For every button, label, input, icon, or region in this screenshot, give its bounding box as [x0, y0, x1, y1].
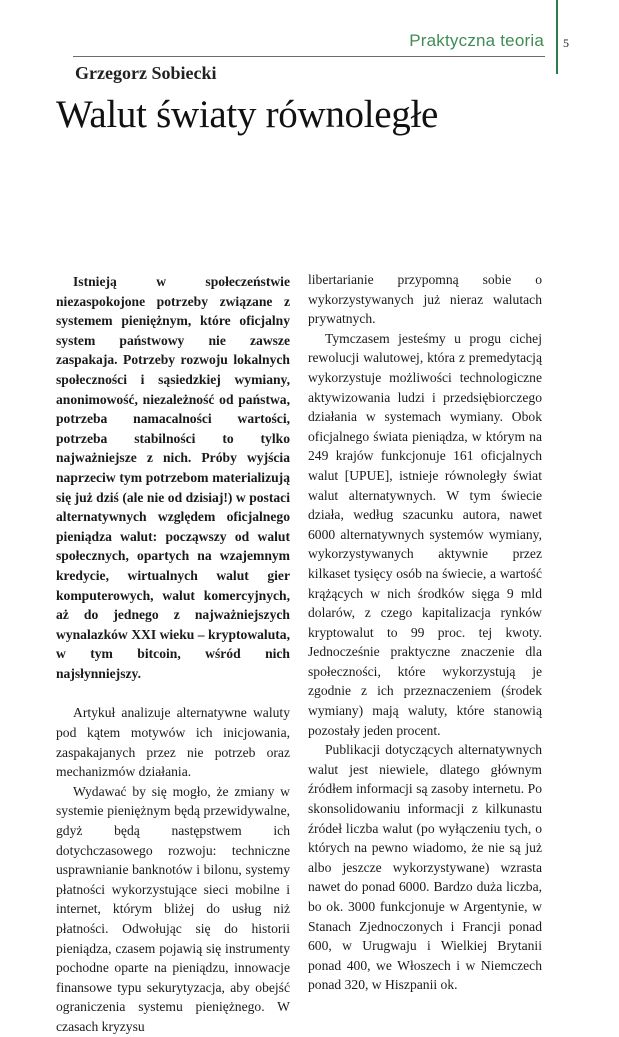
page-number: 5	[563, 36, 569, 50]
body-paragraph: Wydawać by się mogło, że zmiany w systemie pieniężnym będą przewidywalne, gdyż będą następstwem ich dotychczasowego rozwoju: techniczne usprawnianie banknotów i bilonu, systemy płatności wykorzystujące sieci mobilne i internet, którym bliżej do usług niż płatności. Odwołując się do historii pieniądza, czasem pojawią się instrumenty pochodne oparte na pieniądzu, innowacje finansowe typu sekurytyzacja, aby obejść ograniczenia systemu pieniężnego. W czasach kryzysu	[56, 783, 290, 1034]
article-title: Walut światy równoległe	[56, 93, 439, 136]
paragraph-gap	[56, 683, 290, 703]
right-column	[308, 270, 542, 995]
author-name: Grzegorz Sobiecki	[75, 63, 217, 83]
header-rule	[73, 56, 545, 57]
body-paragraph: Tymczasem jesteśmy u progu cichej rewolucji walutowej, która z premedytacją wykorzystuje możliwości technologiczne aktywizowania ludzi i przedsiębiorczego działania w systemach wymiany. Obok oficjalnego świata pieniądza, w którym na 249 krajów funkcjonuje 161 oficjalnych walut [UPUE], istnieje równoległy świat walut alternatywnych. W tym świecie działa, według szacunku autora, nawet 6000 alternatywnych systemów wymiany, wykorzystywanych aktywnie przez kilkaset tysięcy osób na świecie, a wartość krążących w nich środków sięga 9 mld dolarów, z czego kapitalizacja rynków kryptowalut to 99 proc. tej kwoty. Jednocześnie praktyczne znaczenie dla społeczności, które wykorzystują je zgodnie z ich przeznaczeniem (środek wymiany) mają waluty, które stanowią pozostały jeden procent.	[308, 330, 542, 738]
header-accent-bar	[556, 0, 558, 74]
body-paragraph: Publikacji dotyczących alternatywnych walut jest niewiele, dlatego głównym źródłem informacji są zasoby internetu. Po skonsolidowaniu informacji z kilkunastu źródeł liczba walut (po wyłączeniu tych, o których na pewno wiadomo, że nie są już albo jeszcze wykorzystywane) wzrasta nawet do ponad 6000. Bardzo duża liczba, bo ok. 3000 funkcjonuje w Argentynie, w Stanach Zjednoczonych i Francji ponad 600, w Urugwaju i Wielkiej Brytanii ponad 400, we Włoszech i w Niemczech ponad 320, w Hiszpanii ok.	[308, 742, 542, 993]
left-column	[56, 272, 290, 1037]
continued-paragraph: libertarianie przypomną sobie o wykorzystywanych już nieraz walutach prywatnych.	[308, 272, 542, 327]
lead-paragraph: Istnieją w społeczeństwie niezaspokojone potrzeby związane z systemem pieniężnym, które oficjalny system państwowy nie zawsze zaspakaja. Potrzeby rozwoju lokalnych społeczności i sąsiedzkiej wymiany, anonimowość, niezależność od państwa, potrzeba namacalności wartości, potrzeba stabilności to tylko najważniejsze z nich. Próby wyjścia naprzeciw tym potrzebom materializują się już dziś (ale nie od dzisiaj!) w postaci alternatywnych względem oficjalnego pieniądza walut: począwszy od walut społecznych, opartych na wzajemnym kredycie, wirtualnych walut gier komputerowych, walut komercyjnych, aż do jednego z najważniejszych wynalazków XXI wieku – kryptowaluta, w tym bitcoin, wśród nich najsłynniejszy.	[56, 274, 290, 681]
body-paragraph: Artykuł analizuje alternatywne waluty pod kątem motywów ich inicjowania, zaspakajanych przez nie potrzeb oraz mechanizmów działania.	[56, 705, 290, 780]
section-title: Praktyczna teoria	[409, 31, 544, 50]
